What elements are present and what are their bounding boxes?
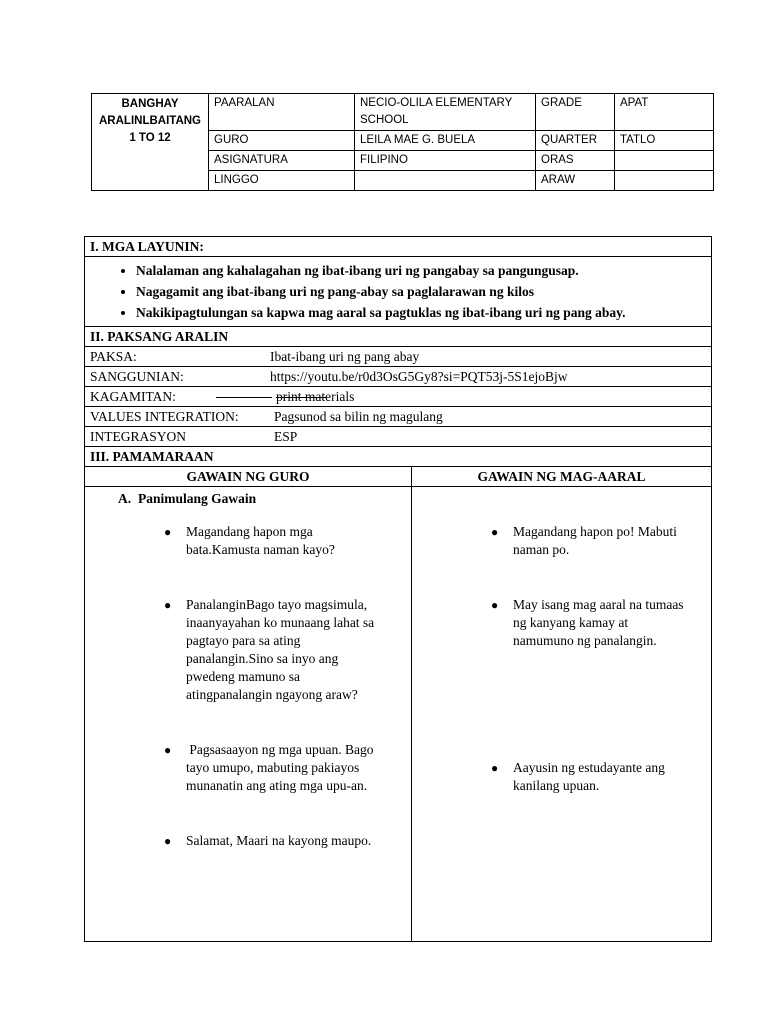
subject-matter-title: II. PAKSANG ARALIN (85, 327, 712, 347)
subject-label: ASIGNATURA (209, 151, 355, 171)
bullet-icon: ● (164, 525, 172, 539)
header-table (91, 93, 714, 191)
time-label: ORAS (536, 151, 615, 171)
week-value (355, 171, 536, 191)
teacher-value: LEILA MAE G. BUELA (355, 131, 536, 151)
title-line: 1 TO 12 (129, 132, 171, 144)
title-line: BANGHAY (121, 98, 179, 110)
values-label: VALUES INTEGRATION: (90, 409, 239, 424)
day-value (615, 171, 714, 191)
section-letter: A. (118, 491, 132, 506)
lesson-plan-title (92, 94, 209, 191)
subject-value: FILIPINO (355, 151, 536, 171)
topic-value: Ibat-ibang uri ng pang abay (270, 349, 420, 364)
teacher-label: GURO (209, 131, 355, 151)
title-line: ARALINLBAITANG (99, 115, 201, 127)
objectives-list (90, 260, 706, 323)
teacher-column-header: GAWAIN NG GURO (85, 467, 412, 487)
section-title: Panimulang Gawain (138, 491, 257, 506)
bullet-icon: ● (164, 743, 172, 757)
strike-line (216, 397, 272, 398)
student-column-header: GAWAIN NG MAG-AARAL (412, 467, 712, 487)
procedure-title: III. PAMAMARAAN (85, 447, 712, 467)
materials-label: KAGAMITAN: (90, 389, 176, 404)
quarter-label: QUARTER (536, 131, 615, 151)
teacher-activity-item: ● Salamat, Maari na kayong maupo. (164, 833, 372, 848)
topic-label: PAKSA: (90, 349, 137, 364)
objectives-cell (85, 257, 712, 327)
teacher-activity-item: ● Magandang hapon mga bata.Kamusta naman kayo? (164, 524, 335, 557)
student-activities (412, 487, 712, 942)
teacher-activity-item: ● PanalanginBago tayo magsimula, inaanyayahan ko munaang lahat sa pagtayo para sa ating panalangin.Sino sa inyo ang pwedeng mamuno sa atingpanalangin ngayong araw? (164, 597, 375, 702)
student-activity-item: ● Aayusin ng estudayante ang kanilang upuan. (491, 760, 665, 793)
bullet-icon: ● (491, 525, 499, 539)
topic-row (85, 347, 712, 367)
lesson-plan-table (84, 236, 712, 942)
values-row (85, 407, 712, 427)
materials-row (85, 387, 712, 407)
teacher-activities (85, 487, 412, 942)
section-heading (118, 490, 406, 507)
integration-label: INTEGRASYON (90, 429, 186, 444)
teacher-activity-item: ● Pagsasaayon ng mga upuan. Bago tayo umupo, mabuting pakiayos munanatin ang ating mga upu-an. (164, 742, 374, 793)
grade-value: APAT (615, 94, 714, 131)
bullet-icon: ● (491, 598, 499, 612)
day-label: ARAW (536, 171, 615, 191)
school-label: PAARALAN (209, 94, 355, 131)
integration-row (85, 427, 712, 447)
materials-value: print materials (276, 389, 355, 404)
integration-value: ESP (274, 429, 298, 444)
bullet-icon: ● (164, 834, 172, 848)
objective-item: • Nalalaman ang kahalagahan ng ibat-ibang uri ng pangabay sa pangungusap. (136, 260, 706, 281)
objective-item: • Nakikipagtulungan sa kapwa mag aaral sa pagtuklas ng ibat-ibang uri ng pang abay. (136, 302, 706, 323)
reference-label: SANGGUNIAN: (90, 369, 184, 384)
reference-row (85, 367, 712, 387)
objective-item: • Nagagamit ang ibat-ibang uri ng pang-abay sa paglalarawan ng kilos (136, 281, 706, 302)
values-value: Pagsunod sa bilin ng magulang (274, 409, 443, 424)
week-label: LINGGO (209, 171, 355, 191)
student-activity-item: ● Magandang hapon po! Mabuti naman po. (491, 524, 677, 557)
bullet-icon: ● (491, 761, 499, 775)
school-value: NECIO-OLILA ELEMENTARY SCHOOL (355, 94, 536, 131)
bullet-icon: ● (164, 598, 172, 612)
student-activity-item: ● May isang mag aaral na tumaas ng kanyang kamay at namumuno ng panalangin. (491, 597, 684, 648)
reference-link[interactable]: https://youtu.be/r0d3OsG5Gy8?si=PQT53j-5S1ejoBjw (270, 369, 568, 384)
objectives-title: I. MGA LAYUNIN: (85, 237, 712, 257)
grade-label: GRADE (536, 94, 615, 131)
quarter-value: TATLO (615, 131, 714, 151)
time-value (615, 151, 714, 171)
